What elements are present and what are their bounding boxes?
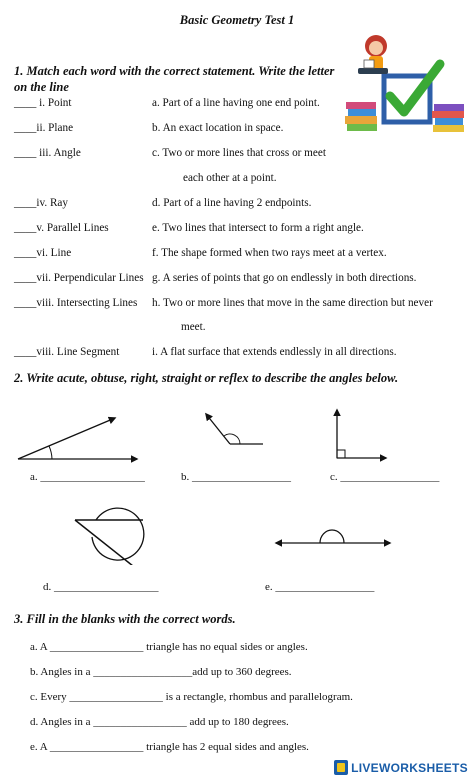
answer-blank-e[interactable]: e. __________________ xyxy=(265,581,375,593)
fill-blank-item[interactable]: e. A _________________ triangle has 2 equal sides and angles. xyxy=(30,741,309,753)
match-definition-continued: each other at a point. xyxy=(183,172,277,184)
liveworksheets-icon xyxy=(334,760,348,775)
answer-blank-a[interactable]: a. ___________________ xyxy=(30,471,145,483)
match-term[interactable]: ____viii. Intersecting Lines xyxy=(14,297,138,309)
answer-blank-b[interactable]: b. __________________ xyxy=(181,471,291,483)
angle-c-right xyxy=(337,410,386,458)
match-term[interactable]: ____vi. Line xyxy=(14,247,72,259)
match-term[interactable]: ____viii. Line Segment xyxy=(14,346,120,358)
liveworksheets-logo[interactable] xyxy=(334,759,468,776)
fill-blank-item[interactable]: c. Every _________________ is a rectangle, rhombus and parallelogram. xyxy=(30,691,353,703)
match-definition: g. A series of points that go on endlessly in both directions. xyxy=(152,272,417,284)
match-definition: h. Two or more lines that move in the same direction but never xyxy=(152,297,433,309)
answer-blank-d[interactable]: d. ___________________ xyxy=(43,581,159,593)
match-term[interactable]: ____ iii. Angle xyxy=(14,147,81,159)
brand-name: LIVEWORKSHEETS xyxy=(351,760,468,775)
section1-heading-line1: 1. Match each word with the correct statement. Write the letter xyxy=(14,64,335,78)
match-definition: i. A flat surface that extends endlessly in all directions. xyxy=(152,346,397,358)
match-definition: e. Two lines that intersect to form a right angle. xyxy=(152,222,364,234)
fill-blank-item[interactable]: b. Angles in a __________________add up to 360 degrees. xyxy=(30,666,292,678)
section1-heading-line2: on the line xyxy=(14,80,69,94)
section2-heading: 2. Write acute, obtuse, right, straight or reflex to describe the angles below. xyxy=(14,371,399,385)
match-definition-continued: meet. xyxy=(181,321,206,333)
answer-blank-c[interactable]: c. __________________ xyxy=(330,471,440,483)
match-definition: b. An exact location in space. xyxy=(152,122,284,134)
match-term[interactable]: ____iv. Ray xyxy=(14,197,68,209)
angle-d-reflex xyxy=(75,508,144,565)
match-definition: a. Part of a line having one end point. xyxy=(152,97,320,109)
section3-heading: 3. Fill in the blanks with the correct words. xyxy=(14,612,236,626)
fill-blank-item[interactable]: a. A _________________ triangle has no equal sides or angles. xyxy=(30,641,308,653)
angle-e-straight xyxy=(276,530,390,543)
match-definition: d. Part of a line having 2 endpoints. xyxy=(152,197,312,209)
page-title: Basic Geometry Test 1 xyxy=(179,13,295,27)
match-definition: c. Two or more lines that cross or meet xyxy=(152,147,326,159)
angle-b-obtuse xyxy=(206,414,263,444)
footer xyxy=(0,756,474,778)
match-term[interactable]: ____ i. Point xyxy=(14,97,72,109)
teacher-checkmark-illustration xyxy=(344,30,466,134)
match-definition: f. The shape formed when two rays meet at a vertex. xyxy=(152,247,387,259)
fill-blank-item[interactable]: d. Angles in a _________________ add up to 180 degrees. xyxy=(30,716,289,728)
match-term[interactable]: ____vii. Perpendicular Lines xyxy=(14,272,144,284)
match-term[interactable]: ____v. Parallel Lines xyxy=(14,222,109,234)
angle-a-acute xyxy=(18,418,137,459)
teacher-illustration-icon xyxy=(344,30,466,134)
match-term[interactable]: ____ii. Plane xyxy=(14,122,74,134)
